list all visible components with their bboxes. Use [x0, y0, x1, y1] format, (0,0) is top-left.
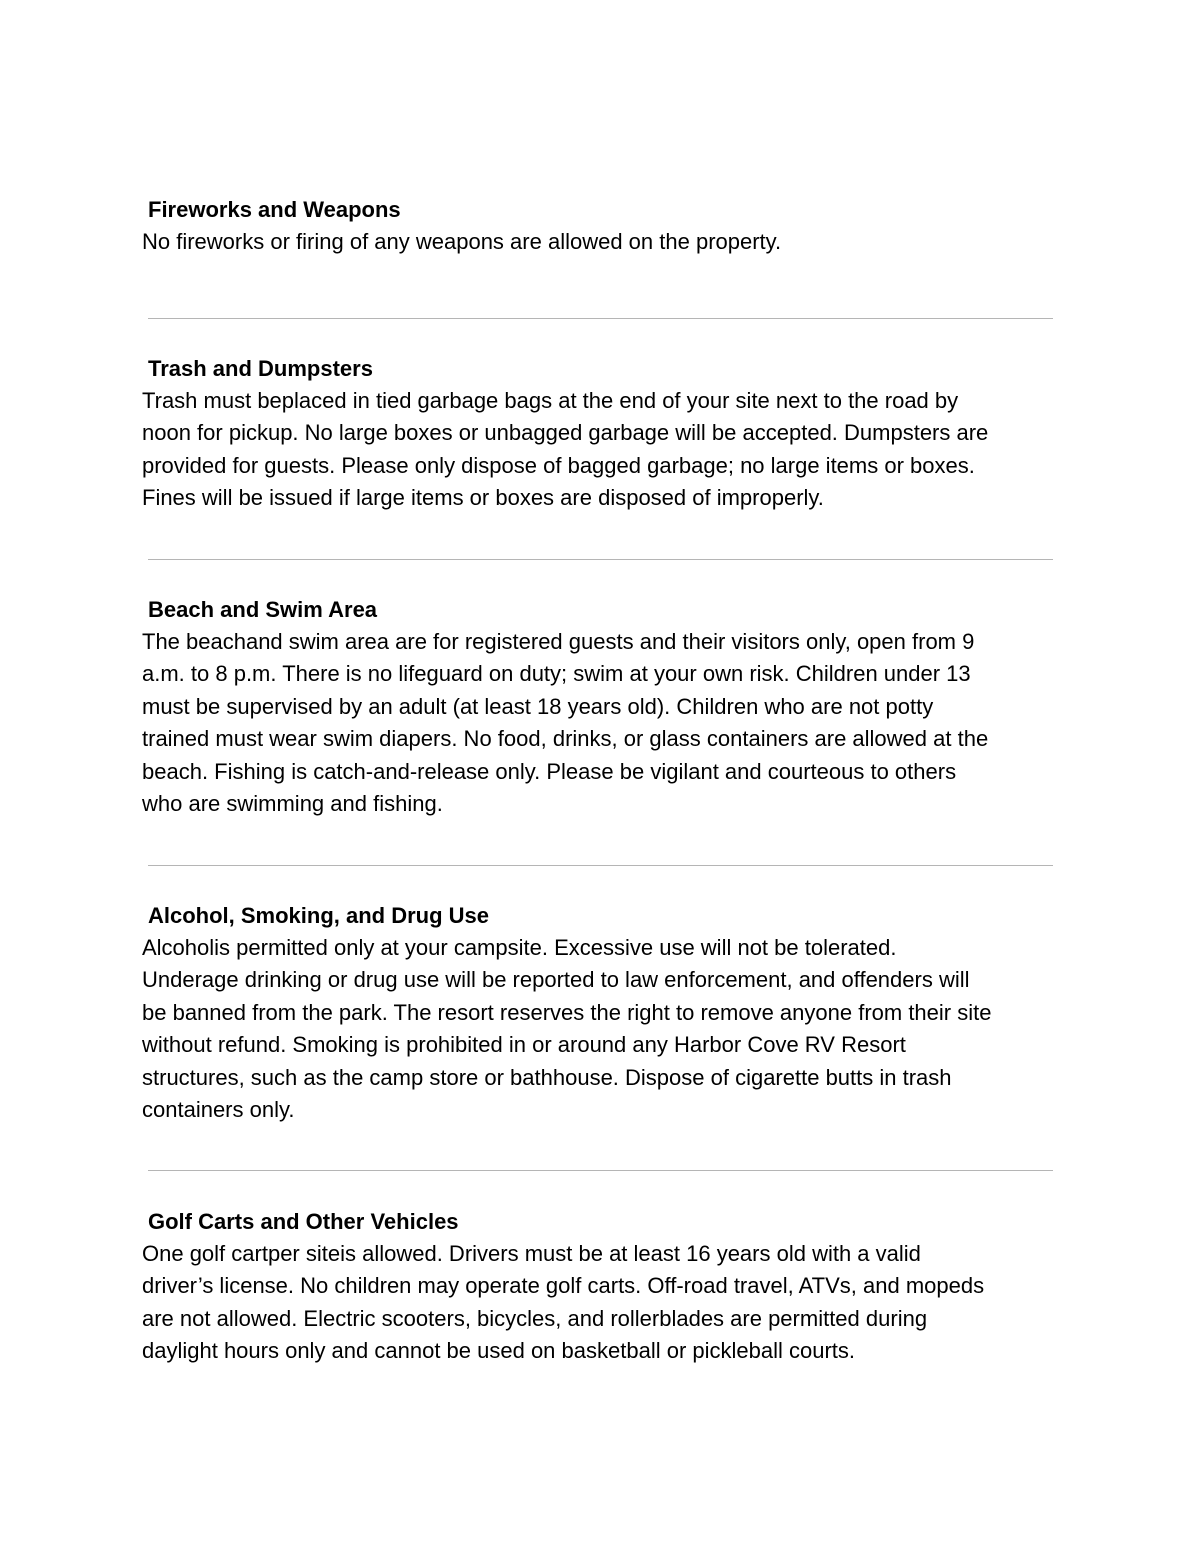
section-title: Alcohol, Smoking, and Drug Use	[148, 903, 490, 928]
section-title: Beach and Swim Area	[148, 597, 378, 622]
section-divider	[148, 865, 1053, 866]
section-body: Trash must beplaced in tied garbage bags at the end of your site next to the road by noon for pickup. No large boxes or unbagged garbage will be accepted. Dumpsters are provided for guests. Please only dispose of bagged garbage; no large items or boxes. Fines will be issued if large items or boxes are disposed of improperly.	[142, 388, 989, 511]
section-golf-carts-and-other-vehicles	[142, 1206, 1062, 1368]
section-divider	[148, 1170, 1053, 1171]
section-fireworks-and-weapons	[142, 194, 1062, 258]
section-beach-and-swim-area	[142, 594, 1062, 820]
section-body: Alcoholis permitted only at your campsite. Excessive use will not be tolerated. Underage drinking or drug use will be reported to law enforcement, and offenders will be banned from the park. The resort reserves the right to remove anyone from their site without refund. Smoking is prohibited in or around any Harbor Cove RV Resort structures, such as the camp store or bathhouse. Dispose of cigarette butts in trash containers only.	[142, 935, 992, 1123]
section-trash-and-dumpsters	[142, 353, 1062, 515]
section-body: The beachand swim area are for registered guests and their visitors only, open from 9 a.m. to 8 p.m. There is no lifeguard on duty; swim at your own risk. Children under 13 must be supervised by an adult (at least 18 years old). Children who are not potty trained must wear swim diapers. No food, drinks, or glass containers are allowed at the beach. Fishing is catch-and-release only. Please be vigilant and courteous to others who are swimming and fishing.	[142, 629, 989, 817]
section-divider	[148, 318, 1053, 319]
section-body: No fireworks or firing of any weapons are allowed on the property.	[142, 229, 782, 254]
section-title: Golf Carts and Other Vehicles	[148, 1209, 459, 1234]
section-body: One golf cartper siteis allowed. Drivers must be at least 16 years old with a valid driver’s license. No children may operate golf carts. Off-road travel, ATVs, and mopeds are not allowed. Electric scooters, bicycles, and rollerblades are permitted during daylight hours only and cannot be used on basketball or pickleball courts.	[142, 1241, 985, 1364]
section-alcohol-smoking-drug-use	[142, 900, 1062, 1126]
section-title: Trash and Dumpsters	[148, 356, 373, 381]
section-divider	[148, 559, 1053, 560]
section-title: Fireworks and Weapons	[148, 197, 401, 222]
